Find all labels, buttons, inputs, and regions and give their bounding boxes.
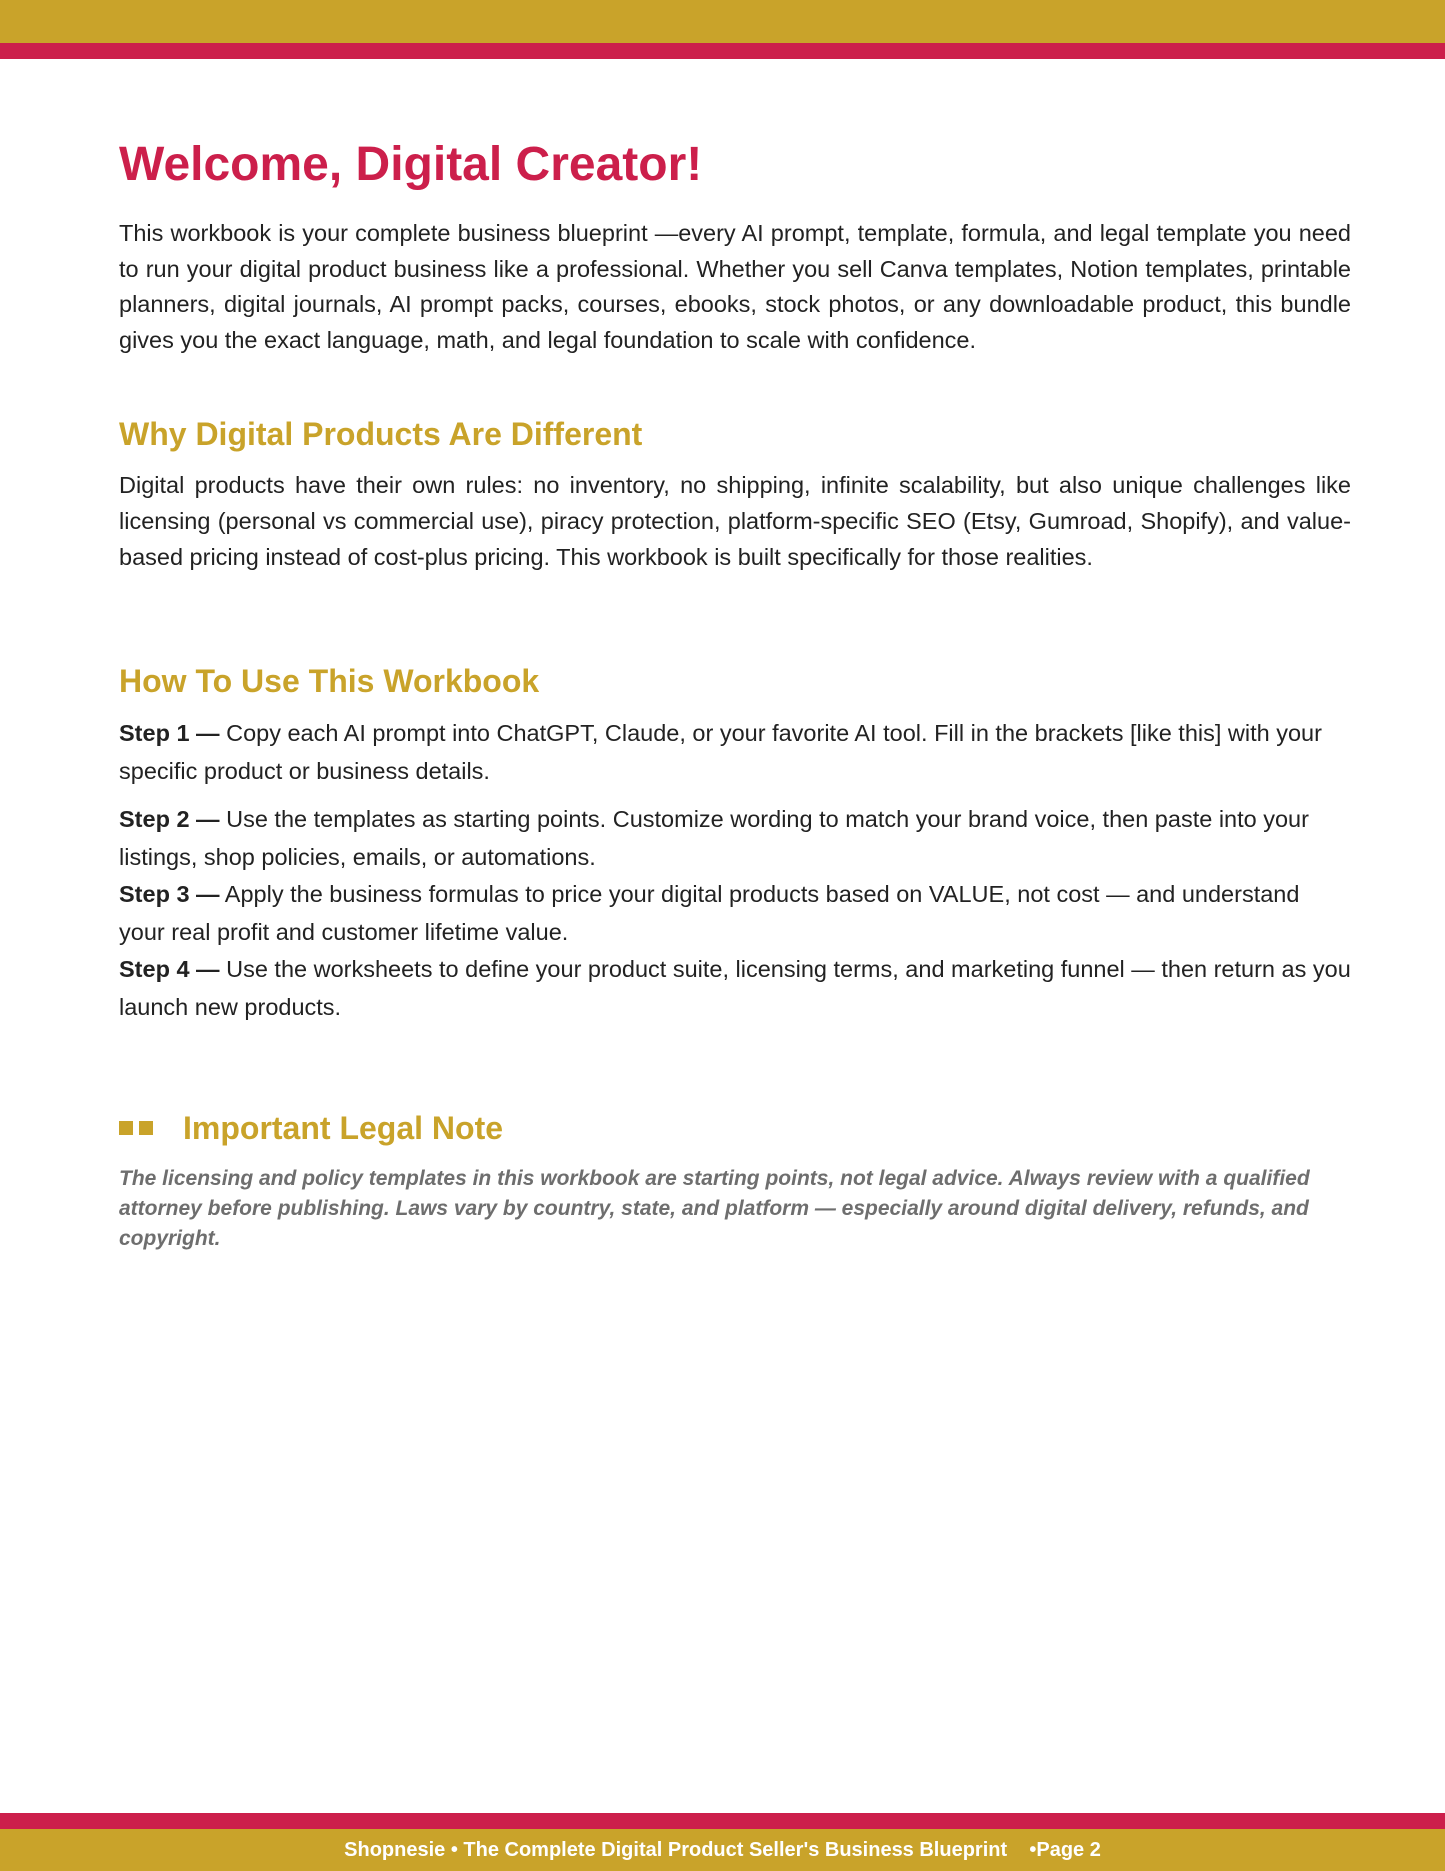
legal-heading: Important Legal Note bbox=[183, 1110, 504, 1147]
legal-note-text: The licensing and policy templates in this workbook are starting points, not legal advice. Always review with a qualified attorney before publishing. Laws vary by country, state, and platform — especially around digital delivery, refunds, and copyright. bbox=[119, 1167, 1310, 1251]
square-bullet-icon bbox=[119, 1121, 133, 1135]
step-4 bbox=[119, 951, 1351, 1026]
footer-crimson-band bbox=[0, 1813, 1445, 1829]
step-2 bbox=[119, 801, 1351, 876]
square-bullets-icon bbox=[119, 1121, 159, 1135]
intro-paragraph: This workbook is your complete business blueprint —every AI prompt, template, formula, and legal template you need to run your digital product business like a professional. Whether you sell Canva templates, Notion templates, printable planners, digital journals, AI prompt packs, courses, ebooks, stock photos, or any downloadable product, this bundle gives you the exact language, math, and legal foundation to scale with confidence. bbox=[119, 220, 1351, 353]
how-heading: How To Use This Workbook bbox=[119, 663, 540, 700]
step-2-label: Step 2 — bbox=[119, 806, 220, 833]
step-4-label: Step 4 — bbox=[119, 956, 220, 983]
step-1 bbox=[119, 715, 1351, 790]
page-title: Welcome, Digital Creator! bbox=[119, 138, 703, 191]
header-crimson-band bbox=[0, 43, 1445, 59]
step-4-text: Use the worksheets to define your product suite, licensing terms, and marketing funnel — then return as you launch new products. bbox=[119, 956, 1351, 1020]
step-3 bbox=[119, 876, 1351, 951]
why-heading: Why Digital Products Are Different bbox=[119, 416, 643, 453]
header-gold-band bbox=[0, 0, 1445, 43]
page-content bbox=[119, 128, 1351, 1254]
step-1-text: Copy each AI prompt into ChatGPT, Claude, or your favorite AI tool. Fill in the brackets [like this] with your specific product or business details. bbox=[119, 720, 1322, 784]
step-1-label: Step 1 — bbox=[119, 720, 220, 747]
step-3-text: Apply the business formulas to price your digital products based on VALUE, not cost — and understand your real profit and customer lifetime value. bbox=[119, 881, 1300, 945]
legal-heading-row bbox=[119, 1106, 1351, 1150]
why-paragraph: Digital products have their own rules: no inventory, no shipping, infinite scalability, but also unique challenges like licensing (personal vs commercial use), piracy protection, platform-specific SEO (Etsy, Gumroad, Shopify), and value-based pricing instead of cost-plus pricing. This workbook is built specifically for those realities. bbox=[119, 472, 1351, 570]
footer-text: Shopnesie • The Complete Digital Product Seller's Business Blueprint •Page 2 bbox=[344, 1839, 1101, 1861]
step-2-text: Use the templates as starting points. Customize wording to match your brand voice, then paste into your listings, shop policies, emails, or automations. bbox=[119, 806, 1309, 870]
square-bullet-icon bbox=[139, 1121, 153, 1135]
step-3-label: Step 3 — bbox=[119, 881, 220, 908]
